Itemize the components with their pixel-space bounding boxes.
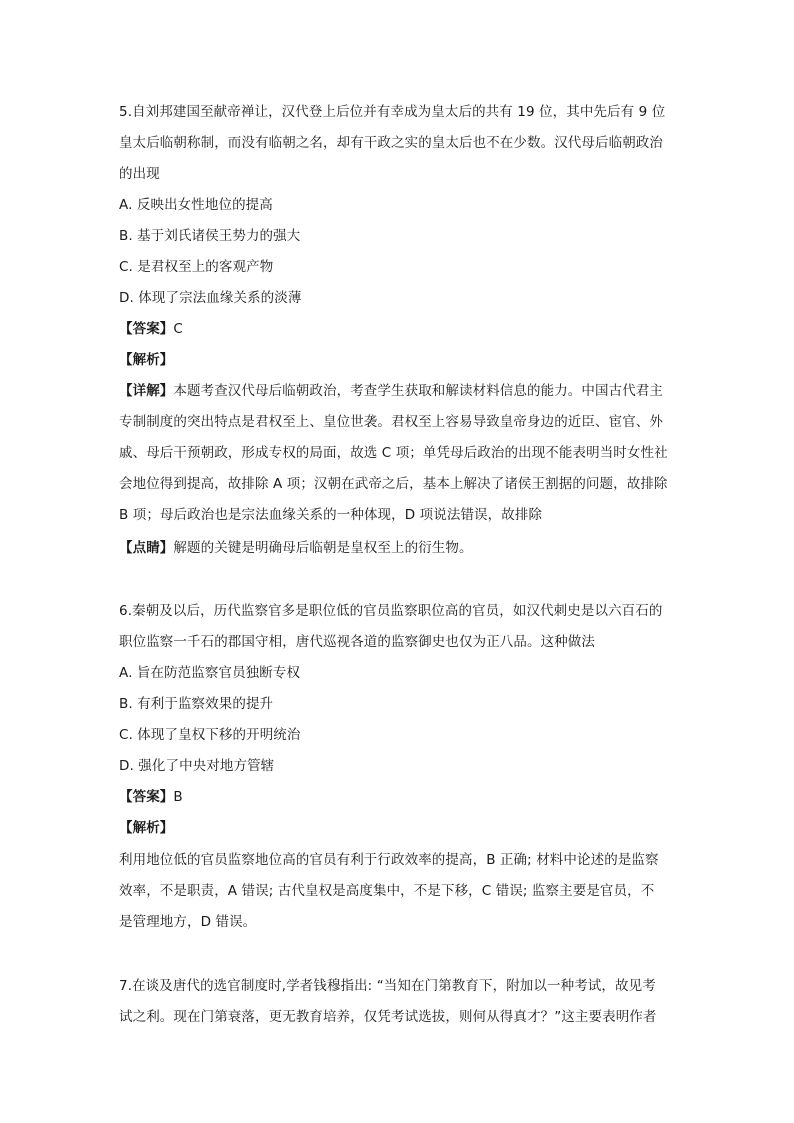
q5-detail-line-1 [119, 381, 679, 401]
q5-detail-text-1: 本题考查汉代母后临朝政治，考查学生获取和解读材料信息的能力。中国古代君主 [173, 383, 664, 399]
q6-answer [119, 787, 679, 807]
q5-detail-line-4: 会地位得到提高，故排除 A 项；汉朝在武帝之后，基本上解决了诸侯王割据的问题，故排除 [119, 476, 668, 492]
q5-analysis-tag: 【解析】 [119, 352, 174, 368]
q5-stem-line-1: 5.自刘邦建国至献帝禅让，汉代登上后位并有幸成为皇太后的共有 19 位，其中先后有 9 位 [119, 104, 666, 120]
q5-detail-line-2: 专制制度的突出特点是君权至上、皇位世袭。君权至上容易导致皇帝身边的近臣、宦官、外 [119, 414, 663, 430]
q5-comment-tag: 【点睛】 [119, 540, 174, 556]
q5-option-a: A. 反映出女性地位的提高 [119, 197, 273, 213]
q5-answer [119, 319, 679, 339]
q5-comment [119, 538, 679, 558]
q6-option-d: D. 强化了中央对地方管辖 [119, 758, 275, 774]
q5-detail-line-3: 戚、母后干预朝政，形成专权的局面，故选 C 项；单凭母后政治的出现不能表明当时女性社 [119, 445, 668, 461]
q7-stem-line-2: 试之利。现在门第衰落，更无教育培养，仅凭考试选拔，则何从得真才？”这主要表明作者 [119, 1009, 657, 1025]
q6-answer-tag: 【答案】 [119, 789, 174, 805]
q5-answer-value: C [173, 321, 183, 337]
q6-option-a: A. 旨在防范监察官员独断专权 [119, 665, 301, 681]
q6-option-c: C. 体现了皇权下移的开明统治 [119, 727, 301, 743]
q6-analysis-line-1: 利用地位低的官员监察地位高的官员有利于行政效率的提高，B 正确; 材料中论述的是监察 [119, 852, 659, 868]
q6-stem-line-2: 职位监察一千石的郡国守相，唐代巡视各道的监察御史也仅为正八品。这种做法 [119, 634, 595, 650]
q5-stem-line-2: 皇太后临朝称制，而没有临朝之名，却有干政之实的皇太后也不在少数。汉代母后临朝政治 [119, 135, 663, 151]
q5-option-d: D. 体现了宗法血缘关系的淡薄 [119, 290, 302, 306]
q6-option-b: B. 有利于监察效果的提升 [119, 696, 274, 712]
q5-detail-line-5: B 项；母后政治也是宗法血缘关系的一种体现，D 项说法错误，故排除 [119, 507, 543, 523]
q6-analysis-tag: 【解析】 [119, 820, 174, 836]
q5-option-b: B. 基于刘氏诸侯王势力的强大 [119, 228, 301, 244]
q6-analysis-line-3: 是管理地方，D 错误。 [119, 914, 257, 930]
q6-analysis-line-2: 效率，不是职责，A 错误; 古代皇权是高度集中，不是下移，C 错误; 监察主要是官员，不 [119, 883, 655, 899]
q6-answer-value: B [173, 789, 183, 805]
q5-stem-line-3: 的出现 [119, 166, 160, 182]
q5-option-c: C. 是君权至上的客观产物 [119, 259, 274, 275]
q6-analysis-heading [119, 818, 679, 838]
q5-analysis-heading [119, 350, 679, 370]
q5-comment-text: 解题的关键是明确母后临朝是皇权至上的衍生物。 [173, 540, 473, 556]
q5-answer-tag: 【答案】 [119, 321, 174, 337]
q6-stem-line-1: 6.秦朝及以后，历代监察官多是职位低的官员监察职位高的官员，如汉代刺史是以六百石的 [119, 603, 663, 619]
q7-stem-line-1: 7.在谈及唐代的选官制度时,学者钱穆指出: “当知在门第教育下，附加以一种考试，故见考 [119, 978, 656, 994]
q5-detail-tag: 【详解】 [119, 383, 174, 399]
